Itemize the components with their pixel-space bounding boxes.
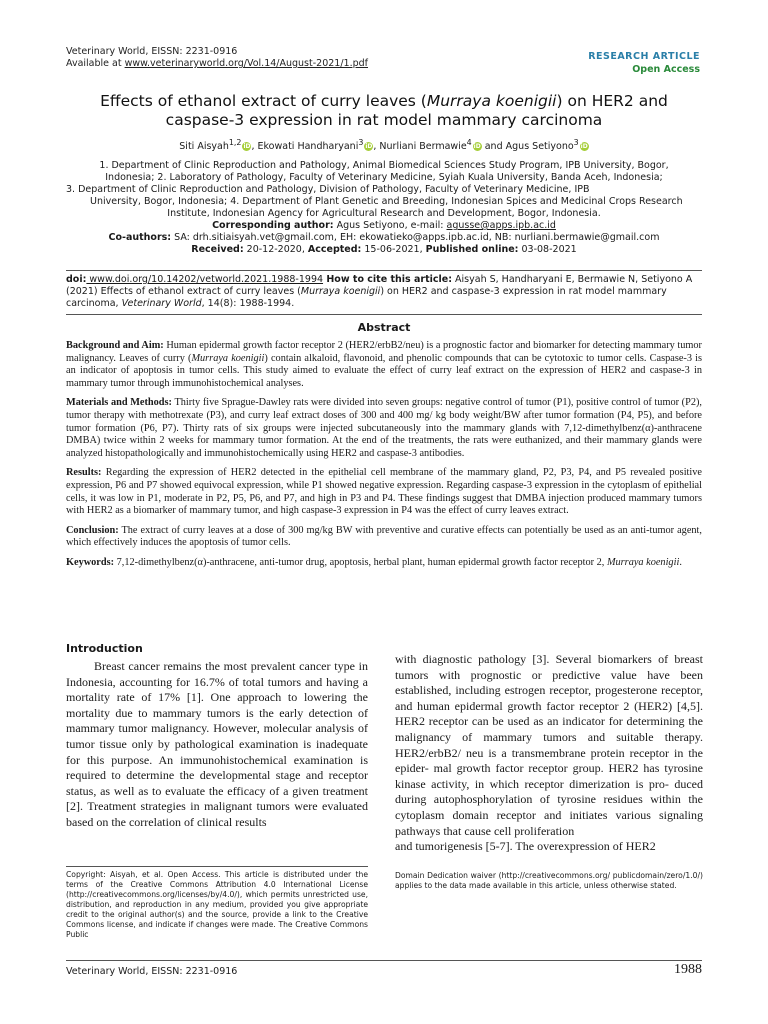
abstract-methods: Materials and Methods: Thirty five Sprague-Dawley rats were divided into seven groups: negative control of tumor (P1), positive control of tumor (P2), tumor therapy with methotrexate (P3), and curry leaf extract doses of 300 and 400 mg/ kg body weight/BW after tumor formation (P4, P5), and before tumor formation (P6, P7). Thirty rats of six groups were injected subcutaneously into the mammary glands with 7,12-dimethylbenz(α)-anthracene DMBA) twice within 2 weeks for mammary tumor formation. At the end of the treatments, the rats were euthanized, and their mammary glands were analyzed histopathologically and immunohistochemically using HER2 and caspase-3 antibodies. [66,397,702,459]
footer-divider [66,960,702,961]
introduction-heading: Introduction [66,642,143,655]
divider [66,314,702,315]
left-column [66,642,368,831]
abstract-heading: Abstract [357,321,411,334]
doi-link[interactable]: www.doi.org/10.14202/vetworld.2021.1988-1994 [86,274,324,285]
article-pdf-link[interactable]: www.veterinaryworld.org/Vol.14/August-2021/1.pdf [124,58,369,69]
copyright-divider [66,866,368,867]
author-name: Nurliani Bermawie [379,141,467,153]
orcid-icon[interactable]: iD [243,143,251,151]
affiliation-line: Indonesia; 2. Laboratory of Pathology, Faculty of Veterinary Medicine, Syiah Kuala University, Banda Aceh, Indonesia; [105,172,663,183]
corresponding-author: Corresponding author: Agus Setiyono, e-mail: agusse@apps.ipb.ac.id [212,220,556,231]
author-name: Agus Setiyono [505,141,574,153]
affiliation-line: 3. Department of Clinic Reproduction and Pathology, Division of Pathology, Faculty of Veterinary Medicine, IPB [66,184,590,195]
doi-citation: doi: www.doi.org/10.14202/vetworld.2021.1988-1994 How to cite this article: Aisyah S, Handharyani E, Bermawie N, Setiyono A (2021) Effects of ethanol extract of curry leaves (Murraya koenigii) on HER2 and caspase-3 expression in rat model mammary carcinoma, Veterinary World, 14(8): 1988-1994. [66,274,693,309]
abstract-results: Results: Regarding the expression of HER2 detected in the epithelial cell membrane of the mammary gland, P2, P3, P4, and P5 revealed positive expression, P6 and P7 showed equivocal expression, while P1 showed negative expression. Regarding caspase-3 expression in the cytoplasm of epithelial cells, it was low in P1, moderate in P2, P5, P6, and P7, and high in P3 and P4. These findings suggest that DMBA injection produced mammary tumors with HER2 as a biomarker of mammary tumor, and high caspase-3 expression in P4 was the effect of curry leaves extract. [66,467,702,517]
introduction-paragraph-left: Breast cancer remains the most prevalent cancer type in Indonesia, accounting for 16.7% of total tumors and having a mortality rate of 17% [1]. One approach to lowering the mortality due to mammary tumors is the early detection of mammary tumor malignancy. However, molecular analysis of tumor tissue only by pathological examination is inadequate for this purpose. An immunohistochemical examination is required to determine the developmental stage and receptor status, as well as to evaluate the efficacy of a given treatment [2]. Treatment strategies in malignant tumors were evaluated based on the correlation of clinical results [66,659,368,829]
article-type-tag [588,50,700,76]
available-line: Available at www.veterinaryworld.org/Vol.14/August-2021/1.pdf [66,58,369,69]
abstract-background: Background and Aim: Human epidermal growth factor receptor 2 (HER2/erbB2/neu) is a prognostic factor and biomarker for detecting mammary tumor malignancy. Leaves of curry (Murraya koenigii) contain alkaloid, flavonoid, and phenolic compounds that can be cytotoxic to tumor cells. Caspase-3 is an indicator of apoptosis in tumor cells. This study aimed to evaluate the effect of curry leaf extract on the expression of HER2 and caspase-3 in mammary tumor through immunohistochemical analyses. [66,340,703,389]
divider [66,270,702,271]
copyright-notice: Copyright: Aisyah, et al. Open Access. This article is distributed under the terms of the Creative Commons Attribution 4.0 International License (http://creativecommons.org/licenses/by/4.0/), which permits unrestricted use, distribution, and reproduction in any medium, provided you give appropriate credit to the original author(s) and the source, provide a link to the Creative Commons license, and indicate if changes were made. The Creative Commons Public [66,870,368,939]
dates-line: Received: 20-12-2020, Accepted: 15-06-2021, Published online: 03-08-2021 [191,244,577,255]
copyright-notice-continued: Domain Dedication waiver (http://creativecommons.org/ publicdomain/zero/1.0/) applies to the data made available in this article, unless otherwise stated. [395,871,703,890]
abstract-conclusion: Conclusion: The extract of curry leaves at a dose of 300 mg/kg BW with preventive and curative effects can potentially be used as an anti-tumor agent, which effectively induces the apoptosis of tumor cells. [66,524,702,549]
affiliation-line: University, Bogor, Indonesia; 4. Department of Plant Genetic and Breeding, Indonesian Spices and Medicinal Crops Research [90,196,683,207]
paper-title: Effects of ethanol extract of curry leaves (Murraya koenigii) on HER2 and caspase-3 expression in rat model mammary carcinoma [100,92,668,129]
orcid-icon[interactable]: iD [580,143,588,151]
author-name: Ekowati Handharyani [257,141,359,153]
author-list: Siti Aisyah$^{1,2}$ iD, Ekowati Handharyani$^3$ iD, Nurliani Bermawie$^4$ iD and Agus Setiyono$^3$ iD [179,138,588,153]
journal-line: Veterinary World, EISSN: 2231-0916 [66,46,238,57]
affiliations [66,160,702,256]
right-column [395,652,703,855]
author-name: Siti Aisyah [179,141,229,153]
introduction-paragraph-tail: and tumorigenesis [5-7]. The overexpression of HER2 [395,839,656,854]
orcid-icon[interactable]: iD [473,143,481,151]
corresponding-email-link[interactable]: agusse@apps.ipb.ac.id [446,220,556,231]
article-type: RESEARCH ARTICLE [588,51,700,62]
journal-info [66,46,368,70]
affiliation-line: 1. Department of Clinic Reproduction and Pathology, Animal Biomedical Sciences Study Program, IPB University, Bogor, [99,160,669,171]
keywords: Keywords: 7,12-dimethylbenz(α)-anthracene, anti-tumor drug, apoptosis, herbal plant, human epidermal growth factor receptor 2, Murraya koenigii. [66,556,682,568]
introduction-paragraph-right: with diagnostic pathology [3]. Several biomarkers of breast tumors with prognostic or predictive value have been established, including estrogen receptor, progesterone receptor, and human epidermal growth factor receptor 2 (HER2) [4,5]. HER2 receptor can be used as an indicator for determining the malignancy of mammary tumors and suitable therapy. HER2/erbB2/ neu is a transmembrane protein receptor in the epider- mal growth factor receptor group. HER2 has tyrosine kinase activity, in which receptor dimerization is pro- duced during autophosphorylation of tyrosine residues within the cytoplasm domain receptor and initiates various signaling pathways that cause cell proliferation [395,652,703,838]
footer-journal: Veterinary World, EISSN: 2231-0916 [66,966,238,977]
orcid-icon[interactable]: iD [365,143,373,151]
open-access-label: Open Access [632,64,700,75]
co-authors: Co-authors: SA: drh.sitiaisyah.vet@gmail.com, EH: ekowatieko@apps.ipb.ac.id, NB: nurliani.bermawie@gmail.com [108,232,660,243]
abstract-body [66,340,702,577]
page-number: 1988 [674,962,702,977]
affiliation-line: Institute, Indonesian Agency for Agricultural Research and Development, Bogor, Indonesia. [167,208,601,219]
